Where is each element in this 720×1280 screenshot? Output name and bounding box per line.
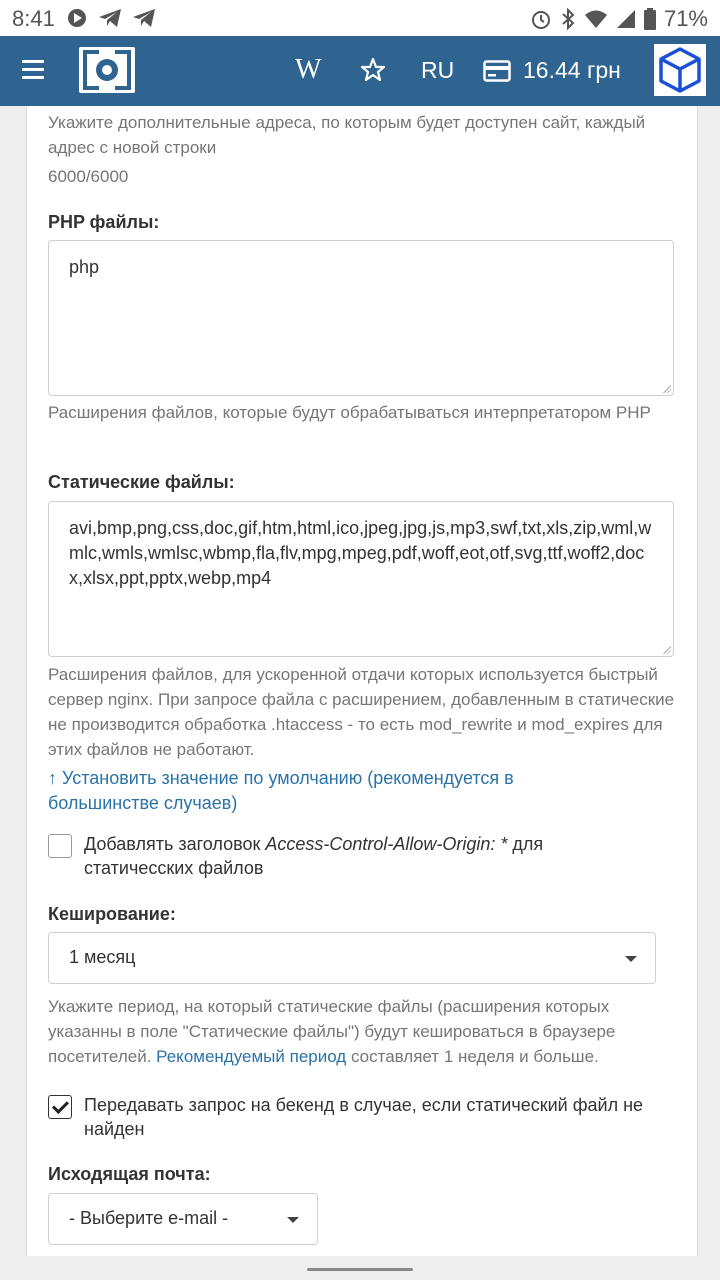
balance-button[interactable] (483, 57, 621, 84)
star-icon[interactable] (360, 57, 386, 83)
php-files-textarea[interactable] (48, 240, 674, 396)
bluetooth-icon (560, 8, 576, 30)
menu-icon[interactable] (22, 60, 44, 80)
site-logo[interactable] (79, 47, 135, 93)
wifi-icon (584, 9, 608, 29)
caching-selected: 1 месяц (69, 947, 136, 967)
cors-checkbox[interactable] (48, 834, 72, 858)
credit-card-icon (483, 60, 511, 82)
static-files-label: Статические файлы: (48, 472, 235, 492)
gear-logo-icon (79, 47, 135, 93)
outgoing-mail-select[interactable] (48, 1193, 318, 1245)
recommended-period-link[interactable]: Рекомендуемый период (156, 1047, 347, 1066)
static-files-help: Расширения файлов, для ускоренной отдачи которых используется быстрый сервер nginx. При запросе файла с расширением, добавленным в статические не производится обработка .htaccess - то есть mod_rewrite и mod_expires для этих файлов не работают. (48, 665, 675, 759)
media-icon (66, 7, 88, 29)
gesture-nav-bar[interactable] (307, 1268, 413, 1271)
caching-help: Укажите период, на который статические файлы (расширения которых указанны в поле "Статические файлы") будут кешироваться в браузере посетителей. Рекомендуемый период составляет 1 неделя и больше. (48, 997, 616, 1066)
static-files-textarea[interactable] (48, 501, 674, 657)
balance-amount: 16.44 грн (523, 57, 621, 83)
caching-label: Кеширование: (48, 904, 176, 924)
static-files-value: avi,bmp,png,css,doc,gif,htm,html,ico,jpeg,jpg,js,mp3,swf,txt,xls,zip,wml,wmlc,wmls,wmlsc,wbmp,fla,flv,mpg,mpeg,pdf,woff,eot,otf,svg,ttf,woff2,docx,xlsx,ppt,pptx,webp,mp4 (69, 518, 652, 588)
alarm-icon (530, 8, 552, 30)
battery-icon (644, 8, 656, 30)
chevron-down-icon (625, 956, 637, 962)
caching-select[interactable] (48, 932, 656, 984)
settings-form (26, 106, 698, 1256)
status-bar (0, 0, 720, 36)
php-files-help: Расширения файлов, которые будут обрабатываться интерпретатором PHP (48, 403, 651, 422)
php-files-value: php (69, 257, 100, 277)
outgoing-mail-selected: - Выберите e-mail - (69, 1208, 229, 1228)
domains-counter: 6000/6000 (48, 167, 129, 186)
cube-button[interactable] (654, 44, 706, 96)
set-default-link[interactable]: ↑ Установить значение по умолчанию (рекомендуется в большинстве случаев) (48, 768, 514, 813)
telegram-icon (132, 7, 156, 29)
backend-label: Передавать запрос на бекенд в случае, если статический файл не найден (84, 1095, 644, 1139)
backend-checkbox[interactable] (48, 1095, 72, 1119)
chevron-down-icon (287, 1217, 299, 1223)
language-switch[interactable]: RU (421, 57, 455, 83)
cors-label: Добавлять заголовок Access-Control-Allow-Origin: * для статичесских файлов (84, 834, 544, 878)
wiki-icon[interactable]: W (295, 54, 322, 85)
status-time: 8:41 (12, 6, 55, 31)
cube-icon (654, 44, 706, 96)
php-files-label: PHP файлы: (48, 212, 160, 232)
resize-grip-icon[interactable] (663, 646, 671, 654)
signal-icon (616, 9, 636, 29)
telegram-icon (98, 7, 122, 29)
app-header (0, 36, 720, 106)
outgoing-mail-label: Исходящая почта: (48, 1164, 211, 1184)
resize-grip-icon[interactable] (663, 385, 671, 393)
battery-percent: 71% (663, 6, 708, 31)
domains-help: Укажите дополнительные адреса, по которым будет доступен сайт, каждый адрес с новой строки (48, 113, 646, 157)
